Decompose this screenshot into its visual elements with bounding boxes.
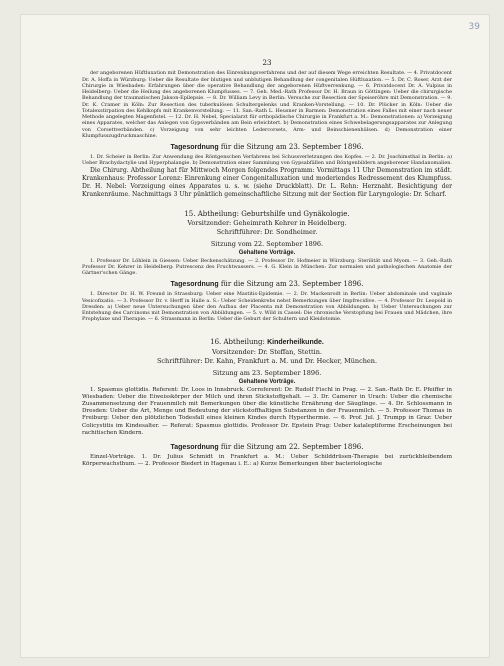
section-16-title [82,337,452,348]
agenda-heading-bold: Tagesordnung [170,443,219,451]
section-15-subheading: Gehaltene Vorträge. [238,249,296,256]
section-15-chair: Vorsitzender: Geheimrath Kehrer in Heidelberg. [187,218,347,227]
document-page [20,14,490,658]
section-16-title-plain: 16. Abtheilung: [210,337,268,346]
intro-paragraph: der angeborenen Hüftluxation mit Demonstration des Einrenkungsverfahrens und der auf diesem Wege erreichten Resultate. — 4. Privatdocent Dr. A. Hoffa in Würzburg: Ueber die Resultate der blutigen und unblutigen Behandlung der congenitalen Hüftluxation. — 5. Dr. C. Roser, Arzt der Chirurgie in Wiesbaden: Erfahrungen über die operative Behandlung der angeborenen Hüftverrenkung. — 6. Privatdocent Dr. A. Vulpius in Heidelberg: Ueber die Heilung des angeborenen Klumpfusses. — 7. Geh. Med.-Rath Professor Dr. H. Braun in Göttingen: Ueber die chirurgische Behandlung der traumatischen Jakson-Epilepsie. — 8. Dr. William Levy in Berlin: Versuche zur Resection der Speiseröhre mit Demonstration. — 9. Dr. K. Cramer in Köln: Zur Resection des tuberkulösen Schultergelenks und Kranken-Vorstellung. — 10. Dr. Plücker in Köln: Ueber die Totalexstirpation des Kehlkopfs mit Krankenvorstellung. — 11. San.-Rath L. Heusner in Barmen: Demonstration eines Falles mit einer nach neuer Methode angelegten Magenfistel. — 12. Dr. H. Nebel, Specialarzt für orthopädische Chirurgie in Frankfurt a. M.: Demonstrationen: a) Vorzeigung eines Apparates, welcher das Anlegen von Gypsverbänden am Bein erleichtert. b) Demonstration eines Schwebelagerungsapparates zur Anlegung von Corsettverbänden. c) Vorzeigung von sehr leichten Ledercorsets, Arm- und Beinschienenhülsen. d) Demonstration einer Klumpfusszugdruckmaschine. [82,70,452,139]
agenda-heading-rest: für die Sitzung am 23. September 1896. [218,280,364,289]
section-15-title: 15. Abtheilung: Geburtshilfe und Gynäkologie. [184,209,350,218]
section-16-session-a-paragraph: 1. Spasmus glottidis. Referent: Dr. Loos in Innsbruck. Correferent: Dr. Rudolf Fischl in Prag. — 2. San.-Rath Dr. E. Pfeiffer in Wiesbaden: Ueber die Eiweisskörper der Milch und ihren Stickstoffgehalt. — 3. Dr. Camerer in Urach: Ueber die chemische Zusammensetzung der Frauenmilch mit Bemerkungen über die künstliche Ernährung der Säuglinge. — 4. Dr. Schlossmann in Dresden: Ueber die Art, Menge und Bedeutung der stickstoffhaltigen Substanzen in der Frauenmilch. — 5. Professor Thomas in Freiburg: Ueber den plötzlichen Todesfall eines kleinen Kindes durch Hyperthermie. — 6. Prof. Jul. J. Trumpp in Graz: Ueber Colicystitis im Kindesalter. — Referat: Spasmus glottidis. Professor Dr. Epstein Prag: Ueber kataleptiforme Erscheinungen bei rachitischen Kindern. [82,386,452,436]
session-heading [82,143,452,152]
section-16-chair: Vorsitzender: Dr. Steffan, Stettin. [212,347,322,356]
section-16-subheading: Gehaltene Vorträge. [238,378,296,385]
session-heading-bold: Tagesordnung [170,144,219,151]
page-content [82,60,452,468]
agenda-heading-bold: Tagesordnung [170,281,219,289]
agenda-heading-rest: für die Sitzung am 22. September 1896. [218,442,364,451]
session-heading-rest: für die Sitzung am 23. September 1896. [218,143,364,151]
section-15-session-b-paragraph: 1. Director Dr. H. W. Freund in Strassburg: Ueber eine Mastitis-Epidemie. — 2. Dr. Mackenrodt in Berlin: Ueber abdominale und vaginale Vesicofixatio. — 3. Professor Dr. v. Herff in Halle a. S.: Ueber Scheidenkrebs nebst Bemerkungen über Impfrecidive. — 4. Professor Dr. Leopold in Dresden: a) Ueber neue Untersuchungen über den Aufbau der Placenta mit Demonstration von Abbildungen. b) Ueber Untersuchungen zur Entstehung des Carcinoms mit Demonstration von Abbildungen. — 5. v. Wild in Cassel: Die chronische Verstopfung bei Frauen und Mädchen, ihre Prophylaxe und Therapie. — 6. Strassmann in Berlin: Ueber die Geburt der Schultern und Kleidotomie. [82,291,452,323]
section-15-agenda-heading [82,280,452,289]
section-16-session-b-paragraph: Einzel-Vorträge. 1. Dr. Julius Schmidt in Frankfurt a. M.: Ueber Schilddrüsen-Therapie bei zurückbleibendem Körperwachsthum. — 2. Professor Biedert in Hagenau i. E.: a) Kurze Bemerkungen über bacteriologische [82,453,452,468]
section-16-agenda-heading [82,443,452,452]
section-16-title-bold: Kinderheilkunde. [267,338,324,346]
session-paragraph: 1. Dr. Scheier in Berlin: Zur Anwendung des Röntgenschen Verfahrens bei Schussverletzungen des Kopfes. — 2. Dr. Joachimsthal in Berlin: a) Ueber Brachydactylie und Hyperphalangie. b) Demonstration einer Sammlung von Gypsabfällen und Röntgenbildern angeborener Handanomalien. [82,154,453,167]
section-15-secretary: Schriftführer: Dr. Sondheimer. [216,227,318,236]
section-15-session-heading: Sitzung vom 22. September 1896. [210,239,324,248]
section-15-session-a-paragraph: 1. Professor Dr. Löhlein in Giessen: Ueber Beckenschätzung. — 2. Professor Dr. Hofmeier in Würzburg: Sterilität und Myom. — 3. Geh.-Rath Professor Dr. Kehrer in Heidelberg: Putrescenz des Fruchtwassers. — 4. G. Klein in München: Zur normalen und pathologischen Anatomie der Gärtner'schen Gänge. [82,257,452,276]
section-16-session-heading: Sitzung am 23. September 1896. [212,368,322,377]
pencil-page-mark: 39 [468,22,480,32]
session-extra-paragraph: Die Chirurg. Abtheilung hat für Mittwoch Morgen folgendes Programm: Vormittags 11 Uhr Demonstration im städt. Krankenhaus: Professor Lorenz: Einrenkung einer Congenitalluxation und moderiendes Redressement des Klumpfuss. Dr. H. Nebel: Vorzeigung eines Apparates u. s. w. (siehe Druckblatt). Dr. L. Rehn: Herznaht. Besichtigung der Krankenräume. Nachmittags 3 Uhr pünktlich gemeinschaftliche Sitzung mit der Section für Laryngologie: Dr. Scharf. [82,166,452,198]
section-16-secretary: Schriftführer: Dr. Kahn, Frankfurt a. M. und Dr. Hecker, München. [156,356,378,365]
page-number: 23 [262,59,272,67]
